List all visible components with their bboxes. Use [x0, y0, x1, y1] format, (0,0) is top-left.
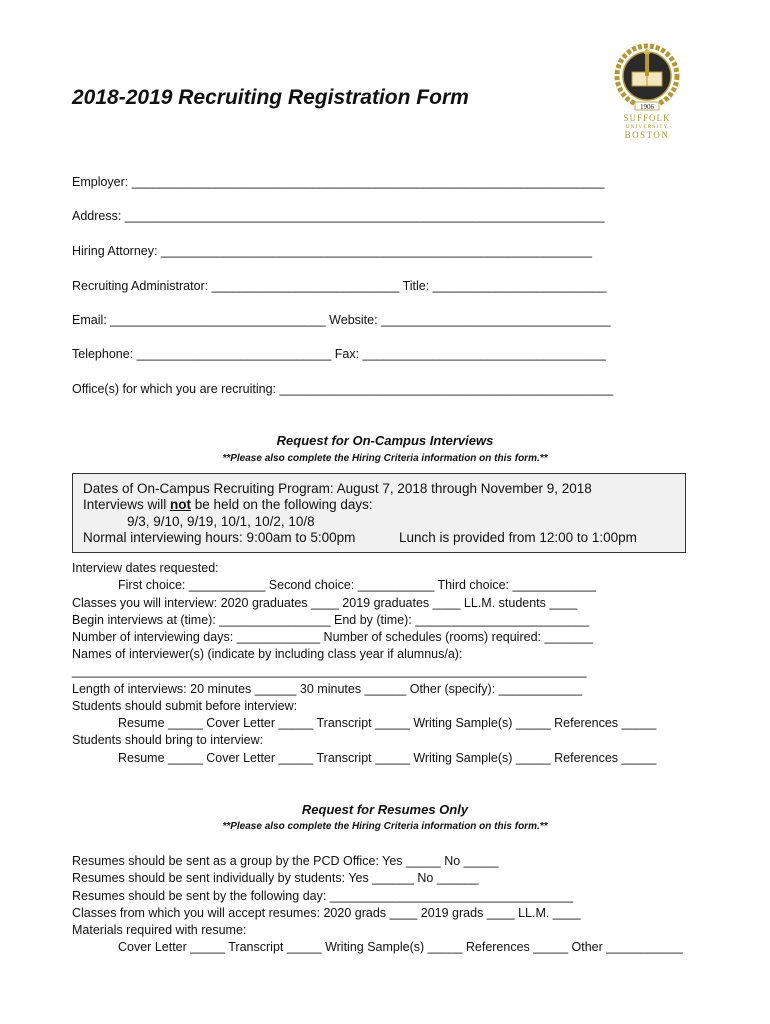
resumes-individual-field[interactable]: Resumes should be sent individually by students: Yes ______ No ______	[72, 871, 479, 885]
interviewer-names-label: Names of interviewer(s) (indicate by including class year if alumnus/a):	[72, 647, 463, 661]
svg-text:1906: 1906	[640, 103, 654, 111]
bring-label: Students should bring to interview:	[72, 733, 264, 747]
svg-text:BOSTON: BOSTON	[624, 130, 670, 140]
employer-field[interactable]: Employer: ____________________________________________________________________	[72, 175, 605, 189]
resumes-group-field[interactable]: Resumes should be sent as a group by the PCD Office: Yes _____ No _____	[72, 854, 499, 868]
oci-note: **Please also complete the Hiring Criteria information on this form.**	[222, 453, 548, 464]
no-interview-days: Interviews will not be held on the following days:	[83, 497, 373, 512]
submit-before-label: Students should submit before interview:	[72, 699, 298, 713]
materials-label: Materials required with resume:	[72, 923, 247, 937]
excluded-dates: 9/3, 9/10, 9/19, 10/1, 10/2, 10/8	[127, 514, 315, 529]
interviewing-days-field[interactable]: Number of interviewing days: ____________ Number of schedules (rooms) required: _______	[72, 630, 594, 644]
interview-length-field[interactable]: Length of interviews: 20 minutes ______ 30 minutes ______ Other (specify): ____________	[72, 682, 583, 696]
seal-icon	[608, 42, 686, 142]
resumes-day-field[interactable]: Resumes should be sent by the following day: ___________________________________	[72, 889, 574, 903]
resumes-classes-field[interactable]: Classes from which you will accept resumes: 2020 grads ____ 2019 grads ____ LL.M. ____	[72, 906, 581, 920]
oci-heading: Request for On-Campus Interviews	[276, 433, 494, 448]
begin-end-time-field[interactable]: Begin interviews at (time): ________________ End by (time): _________________________	[72, 613, 590, 627]
svg-text:UNIVERSITY: UNIVERSITY	[625, 124, 669, 130]
address-field[interactable]: Address: _____________________________________________________________________	[72, 209, 605, 223]
form-title: 2018-2019 Recruiting Registration Form	[72, 86, 469, 109]
bring-materials[interactable]: Resume _____ Cover Letter _____ Transcript _____ Writing Sample(s) _____ References _____	[118, 751, 657, 765]
choice-fields[interactable]: First choice: ___________ Second choice: ___________ Third choice: ____________	[118, 578, 596, 592]
telephone-fax-field[interactable]: Telephone: ____________________________ Fax: ___________________________________	[72, 347, 606, 361]
email-website-field[interactable]: Email: _______________________________ Website: _________________________________	[72, 313, 611, 327]
recruiting-administrator-field[interactable]: Recruiting Administrator: ___________________________ Title: _________________________	[72, 279, 607, 293]
suffolk-university-logo	[608, 42, 686, 142]
lunch-info: Lunch is provided from 12:00 to 1:00pm	[399, 530, 637, 545]
hiring-attorney-field[interactable]: Hiring Attorney: ______________________________________________________________	[72, 244, 592, 258]
offices-field[interactable]: Office(s) for which you are recruiting: ________________________________________________	[72, 382, 614, 396]
interviewer-names-field[interactable]: __________________________________________________________________________	[72, 664, 587, 678]
program-dates: Dates of On-Campus Recruiting Program: August 7, 2018 through November 9, 2018	[83, 481, 592, 496]
program-info-box	[72, 473, 686, 553]
resumes-heading: Request for Resumes Only	[301, 802, 469, 817]
interviewing-hours: Normal interviewing hours: 9:00am to 5:00pm	[83, 530, 356, 545]
interview-dates-label: Interview dates requested:	[72, 561, 219, 575]
classes-interview-field[interactable]: Classes you will interview: 2020 graduates ____ 2019 graduates ____ LL.M. students ____	[72, 596, 578, 610]
resumes-note: **Please also complete the Hiring Criteria information on this form.**	[222, 821, 548, 832]
materials-required-field[interactable]: Cover Letter _____ Transcript _____ Writing Sample(s) _____ References _____ Other ___________	[118, 940, 683, 954]
submit-before-materials[interactable]: Resume _____ Cover Letter _____ Transcript _____ Writing Sample(s) _____ References _____	[118, 716, 657, 730]
svg-text:SUFFOLK: SUFFOLK	[623, 113, 671, 123]
